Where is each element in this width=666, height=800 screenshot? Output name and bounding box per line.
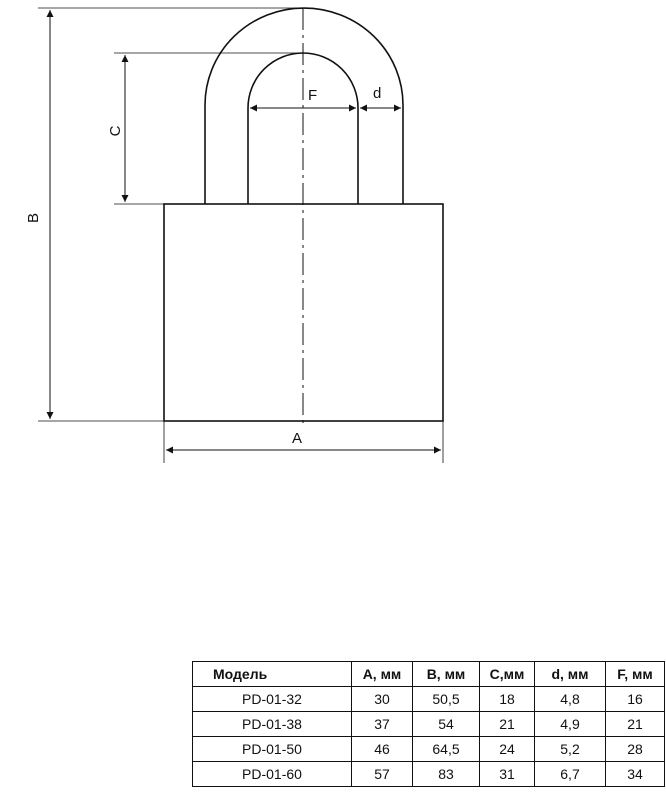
d-label: d (373, 85, 382, 102)
cell-f: 21 (606, 712, 665, 737)
header-a: A, мм (352, 662, 413, 687)
cell-c: 24 (480, 737, 535, 762)
cell-f: 16 (606, 687, 665, 712)
cell-b: 54 (413, 712, 480, 737)
cell-model: PD-01-60 (193, 762, 352, 787)
cell-a: 57 (352, 762, 413, 787)
a-label: A (291, 430, 303, 447)
cell-c: 18 (480, 687, 535, 712)
header-model: Модель (193, 662, 352, 687)
f-label: F (308, 87, 318, 104)
table-row (193, 712, 665, 737)
specs-table (192, 661, 665, 787)
table-header-row (193, 662, 665, 687)
cell-d: 5,2 (535, 737, 606, 762)
cell-f: 34 (606, 762, 665, 787)
table-row (193, 737, 665, 762)
cell-model: PD-01-32 (193, 687, 352, 712)
b-label: B (25, 212, 42, 224)
header-c: C,мм (480, 662, 535, 687)
header-d: d, мм (535, 662, 606, 687)
cell-b: 50,5 (413, 687, 480, 712)
c-label: C (107, 125, 124, 137)
cell-c: 21 (480, 712, 535, 737)
cell-f: 28 (606, 737, 665, 762)
cell-b: 64,5 (413, 737, 480, 762)
shackle-outer (205, 8, 403, 204)
header-f: F, мм (606, 662, 665, 687)
cell-model: PD-01-50 (193, 737, 352, 762)
cell-b: 83 (413, 762, 480, 787)
cell-d: 6,7 (535, 762, 606, 787)
cell-model: PD-01-38 (193, 712, 352, 737)
cell-a: 37 (352, 712, 413, 737)
cell-a: 30 (352, 687, 413, 712)
cell-d: 4,8 (535, 687, 606, 712)
cell-d: 4,9 (535, 712, 606, 737)
header-b: B, мм (413, 662, 480, 687)
cell-a: 46 (352, 737, 413, 762)
table-row (193, 762, 665, 787)
table-row (193, 687, 665, 712)
cell-c: 31 (480, 762, 535, 787)
